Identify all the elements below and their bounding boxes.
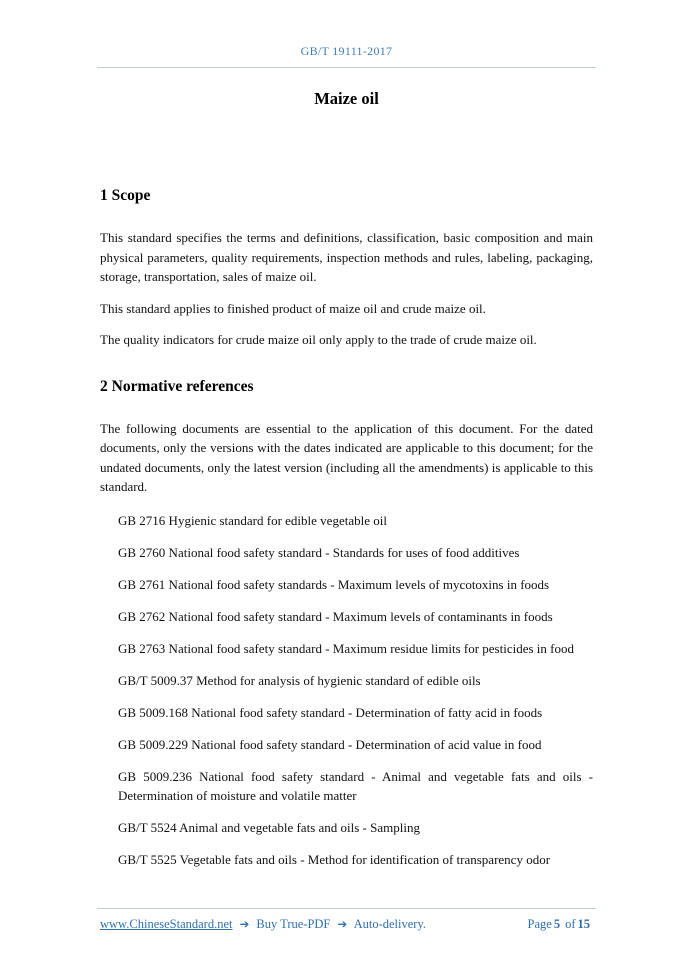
auto-delivery-label: Auto-delivery.: [353, 917, 427, 931]
of-label: of: [565, 917, 576, 931]
buy-true-pdf-label: Buy True-PDF: [256, 917, 331, 931]
page-label: Page: [527, 917, 552, 931]
document-title: Maize oil: [314, 89, 379, 108]
paragraph: The following documents are essential to the application of this document. For the dated documents, only the versions with the dates indicated are applicable to this document; for the undated documents, only the latest version (including all the amendments) is applicable to this standard.: [100, 420, 593, 494]
reference-item: GB 2716 Hygienic standard for edible vegetable oil: [118, 512, 387, 528]
page-header: [100, 44, 593, 58]
section-scope: [100, 185, 593, 350]
arrow-icon: ➔: [239, 917, 250, 931]
paragraph: The quality indicators for crude maize oil only apply to the trade of crude maize oil.: [100, 332, 537, 347]
paragraph: This standard specifies the terms and definitions, classification, basic composition and main physical parameters, quality requirements, inspection methods and rules, labeling, packaging, storage, transportation, sales of maize oil.: [100, 230, 593, 284]
page-indicator: [526, 916, 593, 932]
footer-promo: [100, 916, 430, 932]
reference-item: GB 5009.229 National food safety standard - Determination of acid value in food: [118, 736, 542, 752]
total-pages: 15: [577, 917, 590, 931]
page-footer: [97, 908, 596, 932]
reference-item: GB/T 5524 Animal and vegetable fats and oils - Sampling: [118, 820, 420, 835]
page-number: 5: [553, 917, 561, 931]
reference-list: [100, 511, 593, 870]
reference-item: GB 2760 National food safety standard - Standards for uses of food additives: [118, 544, 520, 560]
standard-number: GB/T 19111-2017: [300, 44, 393, 58]
section-normative-references: [100, 376, 593, 870]
paragraph: This standard applies to finished product of maize oil and crude maize oil.: [100, 300, 486, 316]
reference-item: GB/T 5009.37 Method for analysis of hygienic standard of edible oils: [118, 672, 481, 688]
header-divider: [97, 67, 596, 68]
reference-item: GB 2763 National food safety standard - Maximum residue limits for pesticides in food: [118, 640, 574, 656]
normative-references-heading: 2 Normative references: [100, 377, 254, 395]
reference-item: GB 2762 National food safety standard - Maximum levels of contaminants in foods: [118, 608, 553, 624]
scope-heading: 1 Scope: [100, 187, 151, 204]
reference-item: GB/T 5525 Vegetable fats and oils - Method for identification of transparency odor: [118, 852, 551, 867]
reference-item: GB 5009.236 National food safety standard - Animal and vegetable fats and oils - Determination of moisture and volatile matter: [118, 768, 593, 803]
arrow-icon: ➔: [337, 917, 348, 931]
reference-item: GB 5009.168 National food safety standard - Determination of fatty acid in foods: [118, 704, 543, 720]
reference-item: GB 2761 National food safety standards - Maximum levels of mycotoxins in foods: [118, 576, 550, 592]
website-link[interactable]: www.ChineseStandard.net: [100, 917, 233, 931]
